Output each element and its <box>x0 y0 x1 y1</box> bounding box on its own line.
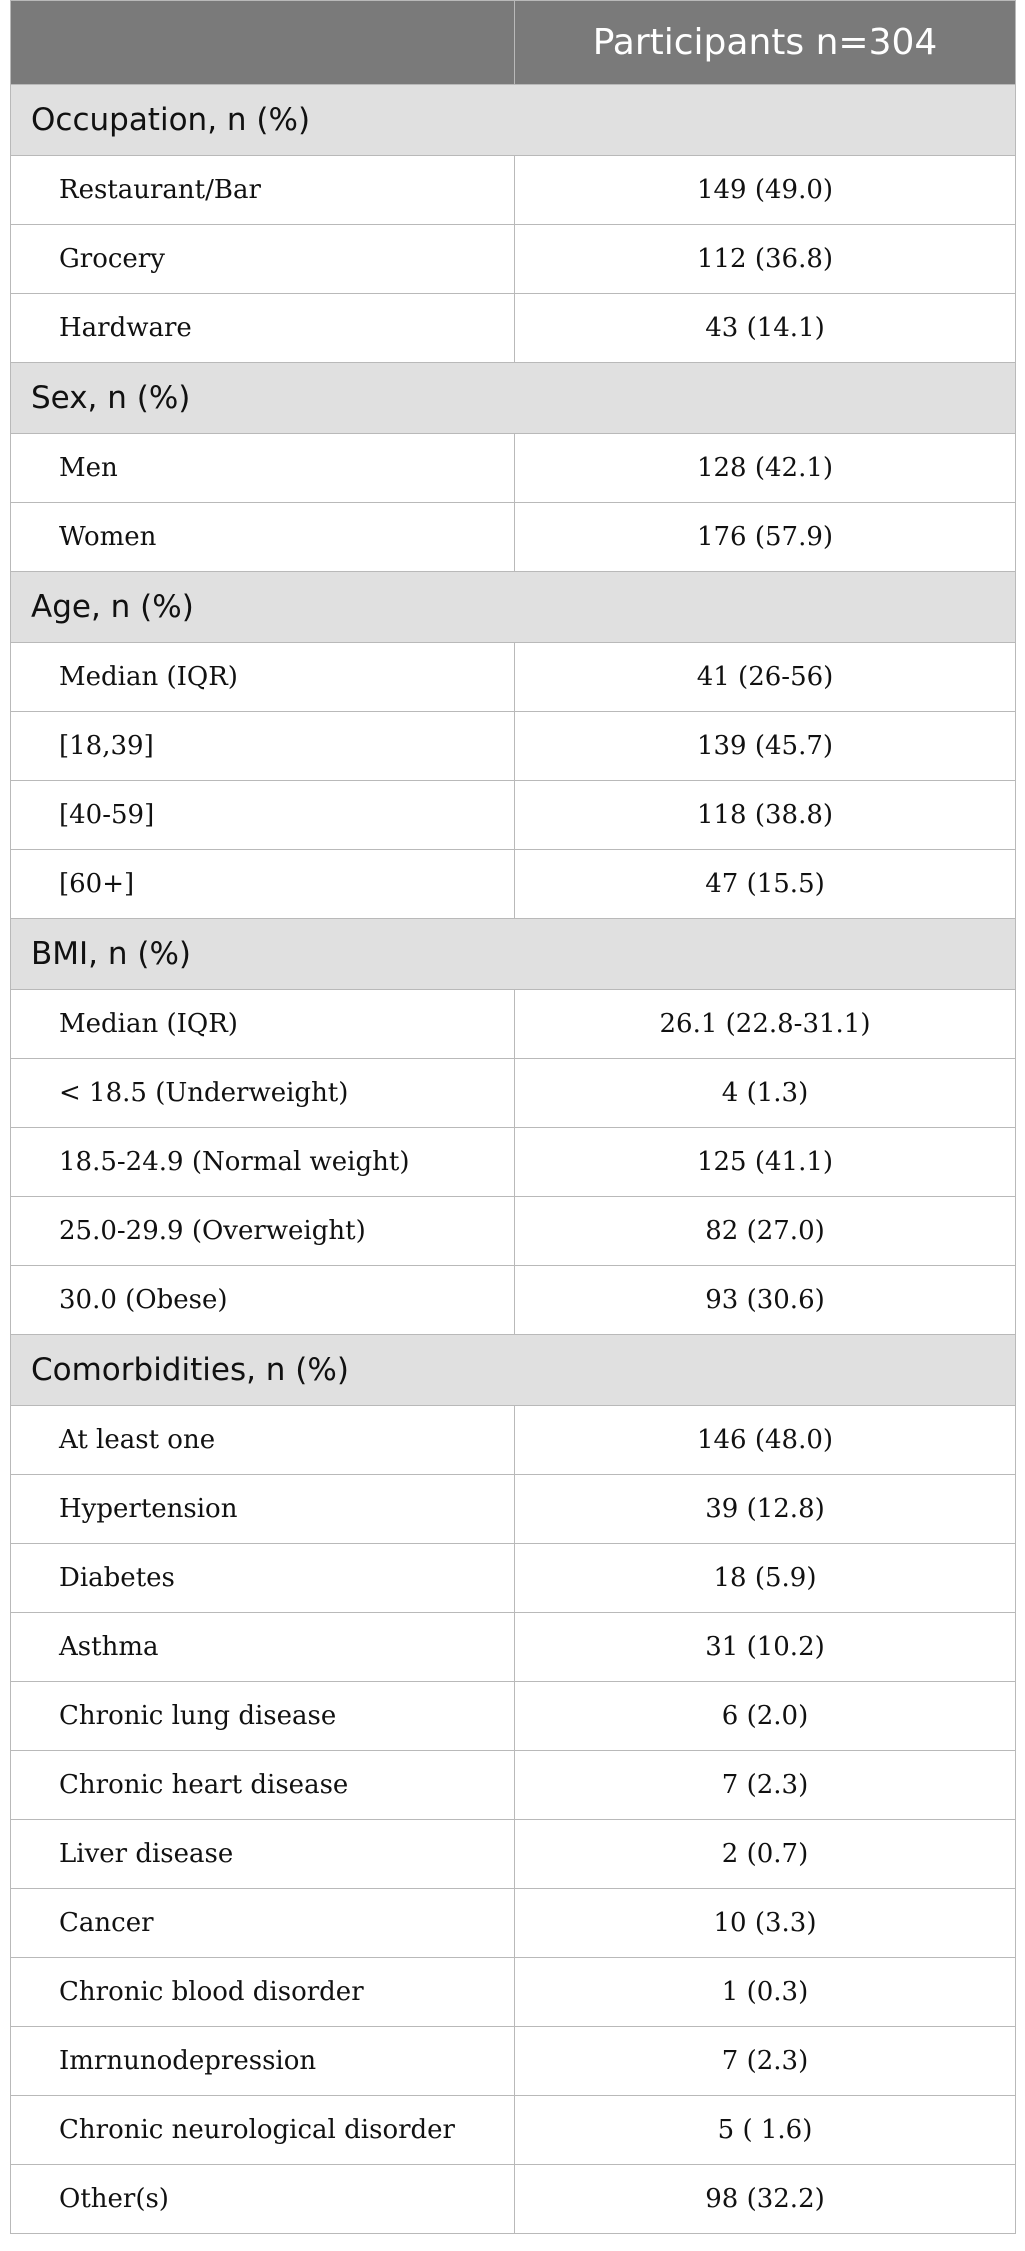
section-header-row <box>11 363 1016 434</box>
table-row <box>11 1406 1016 1475</box>
row-value: 6 (2.0) <box>515 1682 1016 1751</box>
row-value: 1 (0.3) <box>515 1958 1016 2027</box>
row-label: 25.0-29.9 (Overweight) <box>11 1197 515 1266</box>
row-label: [18,39] <box>11 712 515 781</box>
header-participants-cell: Participants n=304 <box>515 1 1016 85</box>
row-label: Chronic blood disorder <box>11 1958 515 2027</box>
row-label: Grocery <box>11 225 515 294</box>
table-row <box>11 643 1016 712</box>
table-row <box>11 1613 1016 1682</box>
row-value: 7 (2.3) <box>515 2027 1016 2096</box>
row-label: < 18.5 (Underweight) <box>11 1059 515 1128</box>
section-title: Occupation, n (%) <box>11 85 1016 156</box>
table-row <box>11 850 1016 919</box>
row-label: Asthma <box>11 1613 515 1682</box>
row-value: 10 (3.3) <box>515 1889 1016 1958</box>
row-value: 2 (0.7) <box>515 1820 1016 1889</box>
table-row <box>11 1475 1016 1544</box>
section-title: Sex, n (%) <box>11 363 1016 434</box>
row-value: 4 (1.3) <box>515 1059 1016 1128</box>
row-label: Median (IQR) <box>11 990 515 1059</box>
table-row <box>11 2096 1016 2165</box>
row-label: Hardware <box>11 294 515 363</box>
table-row <box>11 156 1016 225</box>
row-label: Chronic heart disease <box>11 1751 515 1820</box>
row-value: 149 (49.0) <box>515 156 1016 225</box>
row-value: 139 (45.7) <box>515 712 1016 781</box>
header-label-cell <box>11 1 515 85</box>
row-label: Median (IQR) <box>11 643 515 712</box>
table-row <box>11 1544 1016 1613</box>
row-value: 43 (14.1) <box>515 294 1016 363</box>
row-label: Chronic lung disease <box>11 1682 515 1751</box>
row-value: 93 (30.6) <box>515 1266 1016 1335</box>
row-label: Other(s) <box>11 2165 515 2234</box>
row-label: At least one <box>11 1406 515 1475</box>
table-row <box>11 503 1016 572</box>
row-label: Diabetes <box>11 1544 515 1613</box>
section-title: BMI, n (%) <box>11 919 1016 990</box>
row-label: Hypertension <box>11 1475 515 1544</box>
row-value: 41 (26-56) <box>515 643 1016 712</box>
table-row <box>11 1059 1016 1128</box>
table-row <box>11 712 1016 781</box>
row-value: 82 (27.0) <box>515 1197 1016 1266</box>
table-body <box>11 85 1016 2234</box>
row-label: 30.0 (Obese) <box>11 1266 515 1335</box>
row-label: Restaurant/Bar <box>11 156 515 225</box>
row-label: Women <box>11 503 515 572</box>
row-label: Cancer <box>11 1889 515 1958</box>
table-row <box>11 2165 1016 2234</box>
row-value: 98 (32.2) <box>515 2165 1016 2234</box>
row-label: Men <box>11 434 515 503</box>
table-row <box>11 294 1016 363</box>
table-row <box>11 1128 1016 1197</box>
table-row <box>11 1266 1016 1335</box>
table-row <box>11 1958 1016 2027</box>
row-label: [40-59] <box>11 781 515 850</box>
section-header-row <box>11 85 1016 156</box>
row-value: 125 (41.1) <box>515 1128 1016 1197</box>
section-header-row <box>11 1335 1016 1406</box>
row-value: 39 (12.8) <box>515 1475 1016 1544</box>
row-value: 7 (2.3) <box>515 1751 1016 1820</box>
row-value: 47 (15.5) <box>515 850 1016 919</box>
row-label: 18.5-24.9 (Normal weight) <box>11 1128 515 1197</box>
row-value: 112 (36.8) <box>515 225 1016 294</box>
row-value: 146 (48.0) <box>515 1406 1016 1475</box>
table-row <box>11 434 1016 503</box>
section-header-row <box>11 572 1016 643</box>
section-header-row <box>11 919 1016 990</box>
row-value: 5 ( 1.6) <box>515 2096 1016 2165</box>
row-value: 26.1 (22.8-31.1) <box>515 990 1016 1059</box>
characteristics-table <box>10 0 1016 2234</box>
row-label: Chronic neurological disorder <box>11 2096 515 2165</box>
row-label: Liver disease <box>11 1820 515 1889</box>
table-row <box>11 1820 1016 1889</box>
header-row <box>11 1 1016 85</box>
section-title: Age, n (%) <box>11 572 1016 643</box>
row-label: [60+] <box>11 850 515 919</box>
table-row <box>11 1889 1016 1958</box>
table-row <box>11 1751 1016 1820</box>
row-value: 31 (10.2) <box>515 1613 1016 1682</box>
section-title: Comorbidities, n (%) <box>11 1335 1016 1406</box>
table-row <box>11 1682 1016 1751</box>
table-row <box>11 2027 1016 2096</box>
row-value: 118 (38.8) <box>515 781 1016 850</box>
row-value: 128 (42.1) <box>515 434 1016 503</box>
table-row <box>11 781 1016 850</box>
characteristics-table-container <box>10 0 1015 2234</box>
table-row <box>11 1197 1016 1266</box>
table-row <box>11 225 1016 294</box>
row-value: 18 (5.9) <box>515 1544 1016 1613</box>
row-label: Imrnunodepression <box>11 2027 515 2096</box>
table-row <box>11 990 1016 1059</box>
row-value: 176 (57.9) <box>515 503 1016 572</box>
